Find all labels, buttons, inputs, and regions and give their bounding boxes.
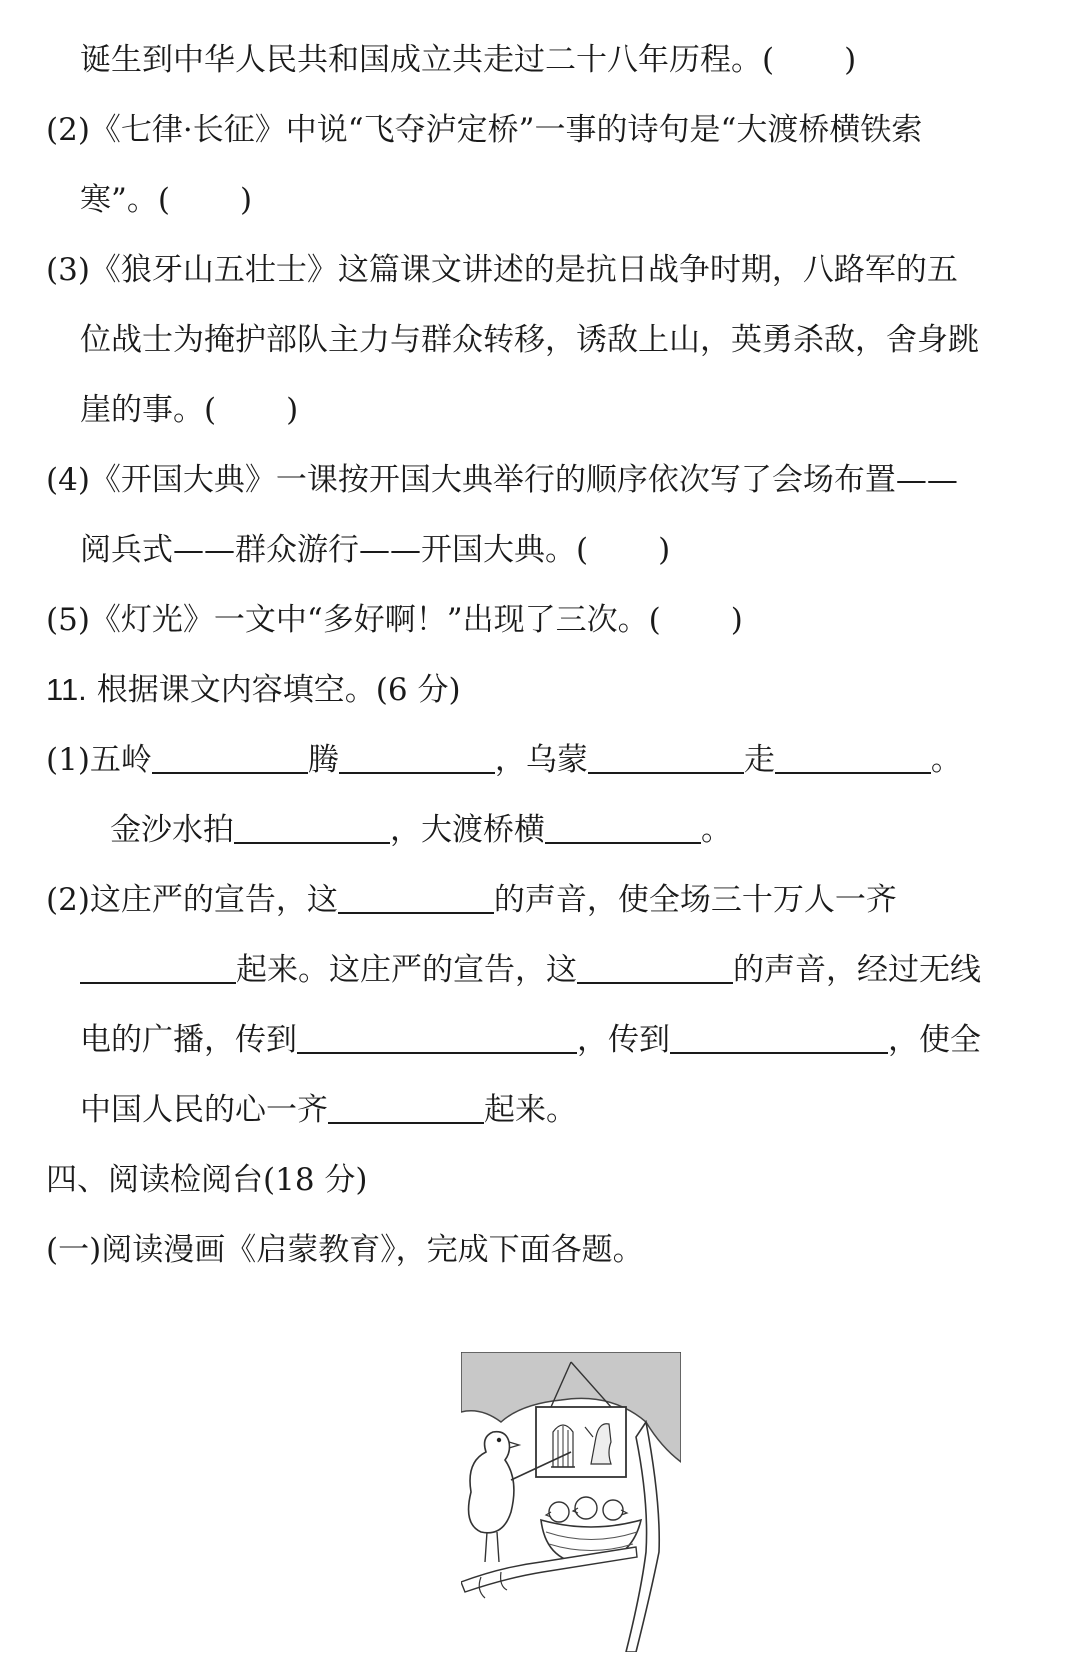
question-number: 11.: [46, 672, 87, 707]
item-text: 《开国大典》一课按开国大典举行的顺序依次写了会场布置——: [89, 462, 958, 498]
answer-paren-close: ): [286, 392, 299, 428]
mother-bird: [469, 1432, 514, 1533]
q11-heading: [46, 670, 461, 710]
fill-text: 这庄严的宣告，这: [89, 882, 338, 918]
fill-text: 走: [743, 742, 775, 778]
q10-item4-line-b: [80, 530, 670, 570]
answer-paren-close: ): [730, 602, 743, 638]
item-text: 位战士为掩护部队主力与群众转移，诱敌上山，英勇杀敌，舍身跳: [80, 322, 979, 358]
item-number: (3): [46, 252, 90, 288]
fill-blank[interactable]: [775, 742, 931, 774]
fill-text: 起来。这庄严的宣告，这: [236, 952, 577, 988]
answer-paren-close: ): [239, 182, 253, 218]
item-number: (5): [46, 602, 90, 638]
item-text: 崖的事。: [80, 392, 204, 428]
q10-item2-line-a: [46, 110, 922, 150]
section-title: [46, 1160, 368, 1200]
fill-blank[interactable]: [588, 742, 744, 774]
q11-item2-line-c: [80, 1020, 981, 1060]
comic-illustration: [461, 1352, 681, 1652]
fill-blank[interactable]: [670, 1022, 888, 1054]
fill-blank[interactable]: [339, 742, 495, 774]
item-text: 《狼牙山五壮士》这篇课文讲述的是抗日战争时期，八路军的五: [89, 252, 958, 288]
fill-text: ，使全: [888, 1022, 981, 1058]
q11-item2-line-b: [80, 950, 981, 990]
fill-text: 电的广播，传到: [80, 1022, 297, 1058]
q10-item4-line-a: [46, 460, 958, 500]
fill-blank[interactable]: [152, 742, 308, 774]
fill-text: ，乌蒙: [494, 742, 588, 778]
fill-blank[interactable]: [338, 882, 494, 914]
fill-text: 五岭: [89, 742, 152, 778]
q10-item3-line-a: [46, 250, 958, 290]
fill-text: 。: [930, 742, 962, 778]
answer-paren-open: (: [576, 532, 589, 568]
answer-paren-close: ): [844, 42, 857, 78]
fill-text: 的声音，使全场三十万人一齐: [493, 882, 897, 918]
section-title-text: 四、阅读检阅台(18 分): [46, 1162, 368, 1198]
q10-line0-text: 诞生到中华人民共和国成立共走过二十八年历程。: [80, 42, 762, 78]
tree-branch: [461, 1547, 637, 1592]
item-number: (1): [46, 742, 90, 778]
fill-text: 的声音，经过无线: [733, 952, 981, 988]
reading-1-title-text: (一)阅读漫画《启蒙教育》，完成下面各题。: [46, 1232, 644, 1268]
item-number: (2): [46, 882, 90, 918]
item-text: 阅兵式——群众游行——开国大典。: [80, 532, 576, 568]
fill-text: 起来。: [484, 1092, 577, 1128]
answer-paren-open: (: [762, 42, 775, 78]
q10-item3-line-b: [80, 320, 979, 360]
q10-item5-line-a: [46, 600, 743, 640]
reading-1-title: [46, 1230, 644, 1270]
item-number: (4): [46, 462, 90, 498]
fill-text: 金沙水拍: [110, 812, 234, 848]
fill-blank[interactable]: [234, 812, 390, 844]
item-text: 《七律·长征》中说“飞夺泸定桥”一事的诗句是“大渡桥横铁索: [89, 112, 923, 148]
fill-text: 腾: [307, 742, 339, 778]
q10-item3-line-c: [80, 390, 298, 430]
item-text: 《灯光》一文中“多好啊！”出现了三次。: [89, 602, 649, 638]
fill-text: 中国人民的心一齐: [80, 1092, 328, 1128]
q11-item1-line-b: [110, 810, 732, 850]
answer-paren-close: ): [658, 532, 671, 568]
fill-blank[interactable]: [328, 1092, 484, 1124]
fill-blank[interactable]: [545, 812, 701, 844]
q10-line0: [80, 40, 856, 80]
q11-item1-line-a: [46, 740, 962, 780]
answer-paren-open: (: [648, 602, 661, 638]
q10-item2-line-b: [80, 180, 252, 220]
question-title: 根据课文内容填空。(6 分): [96, 672, 461, 708]
hanging-chart: [536, 1407, 626, 1477]
answer-paren-open: (: [204, 392, 217, 428]
fill-text: ，传到: [577, 1022, 670, 1058]
item-number: (2): [46, 112, 90, 148]
q11-item2-line-d: [80, 1090, 577, 1130]
q11-item2-line-a: [46, 880, 897, 920]
fill-blank[interactable]: [577, 952, 733, 984]
fill-blank[interactable]: [80, 952, 236, 984]
item-text: 寒”。: [80, 182, 158, 218]
fill-text: ，大渡桥横: [390, 812, 545, 848]
fill-blank[interactable]: [297, 1022, 577, 1054]
answer-paren-open: (: [157, 182, 170, 218]
fill-text: 。: [701, 812, 732, 848]
